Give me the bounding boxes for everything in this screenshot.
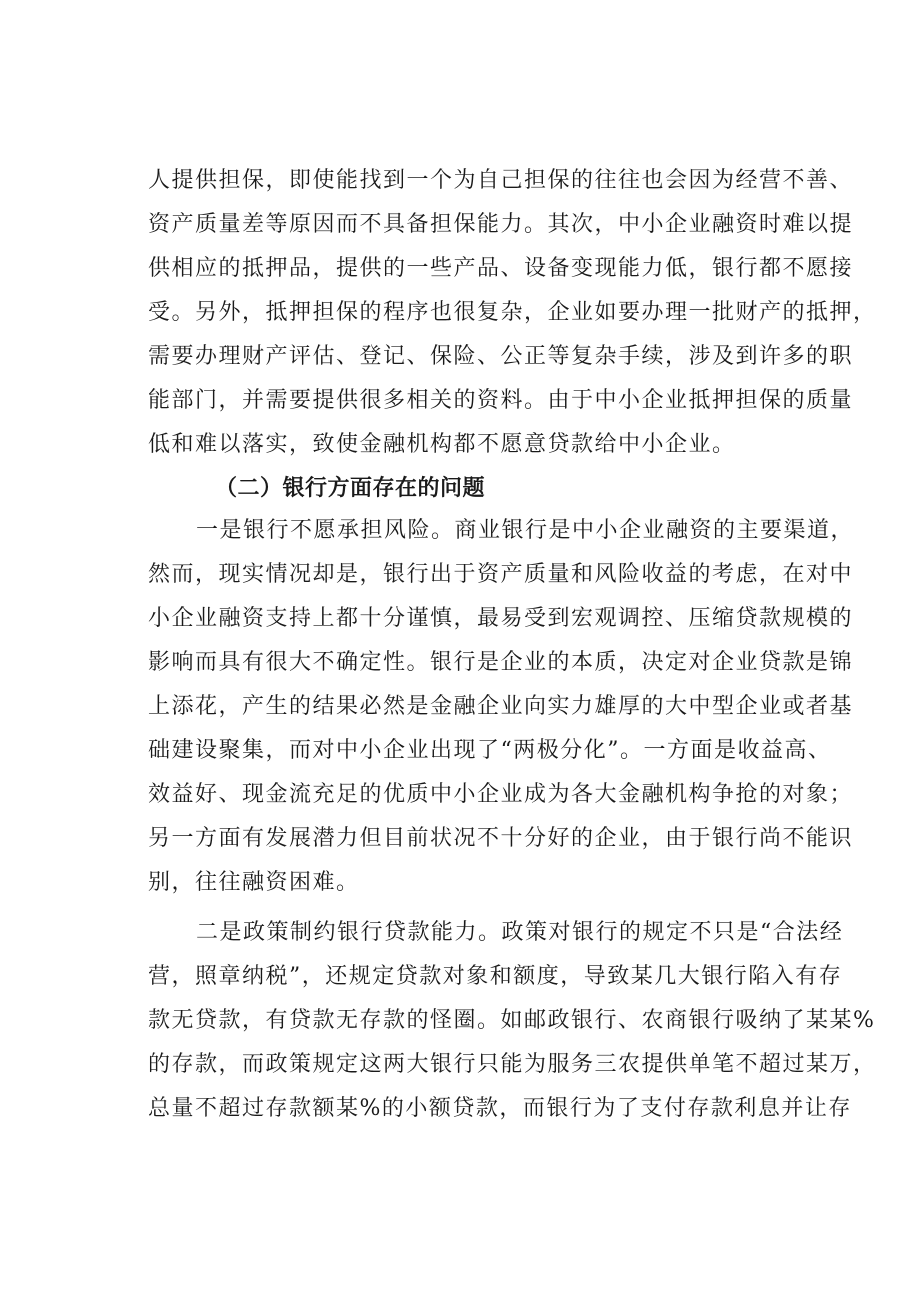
paragraph-2-line: 小企业融资支持上都十分谨慎，最易受到宏观调控、压缩贷款规模的 [148,606,854,631]
paragraph-1-line: 低和难以落实，致使金融机构都不愿意贷款给中小企业。 [148,432,736,457]
section-heading: （二）银行方面存在的问题 [215,475,486,501]
paragraph-3-line: 款无贷款，有贷款无存款的怪圈。如邮政银行、农商银行吸纳了某某% [148,1008,876,1033]
paragraph-1-line: 受。另外，抵押担保的程序也很复杂，企业如要办理一批财产的抵押， [148,300,877,325]
paragraph-3-line: 总量不超过存款额某%的小额贷款，而银行为了支付存款利息并让存 [148,1096,852,1121]
paragraph-1-line: 供相应的抵押品，提供的一些产品、设备变现能力低，银行都不愿接 [148,256,854,281]
paragraph-2-line: 效益好、现金流充足的优质中小企业成为各大金融机构争抢的对象； [148,782,854,807]
paragraph-3-line: 的存款，而政策规定这两大银行只能为服务三农提供单笔不超过某万， [148,1052,877,1077]
paragraph-3-line: 营，照章纳税”，还规定贷款对象和额度，导致某几大银行陷入有存 [148,964,843,989]
paragraph-2-line: 影响而具有很大不确定性。银行是企业的本质，决定对企业贷款是锦 [148,650,854,675]
paragraph-1-line: 资产质量差等原因而不具备担保能力。其次，中小企业融资时难以提 [148,212,854,237]
paragraph-2-line: 别，往往融资困难。 [148,870,360,895]
paragraph-3-line: 二是政策制约银行贷款能力。政策对银行的规定不只是“合法经 [196,920,844,945]
paragraph-1-line: 需要办理财产评估、登记、保险、公正等复杂手续，涉及到许多的职 [148,344,854,369]
paragraph-2-line: 础建设聚集，而对中小企业出现了“两极分化”。一方面是收益高、 [148,738,832,763]
paragraph-2-line: 另一方面有发展潜力但目前状况不十分好的企业，由于银行尚不能识 [148,826,854,851]
paragraph-1-line: 能部门，并需要提供很多相关的资料。由于中小企业抵押担保的质量 [148,388,854,413]
paragraph-2-line: 上添花，产生的结果必然是金融企业向实力雄厚的大中型企业或者基 [148,694,854,719]
paragraph-1-line: 人提供担保，即使能找到一个为自己担保的往往也会因为经营不善、 [148,168,854,193]
paragraph-2-line: 然而，现实情况却是，银行出于资产质量和风险收益的考虑，在对中 [148,562,854,587]
paragraph-2-line: 一是银行不愿承担风险。商业银行是中小企业融资的主要渠道， [196,518,855,543]
